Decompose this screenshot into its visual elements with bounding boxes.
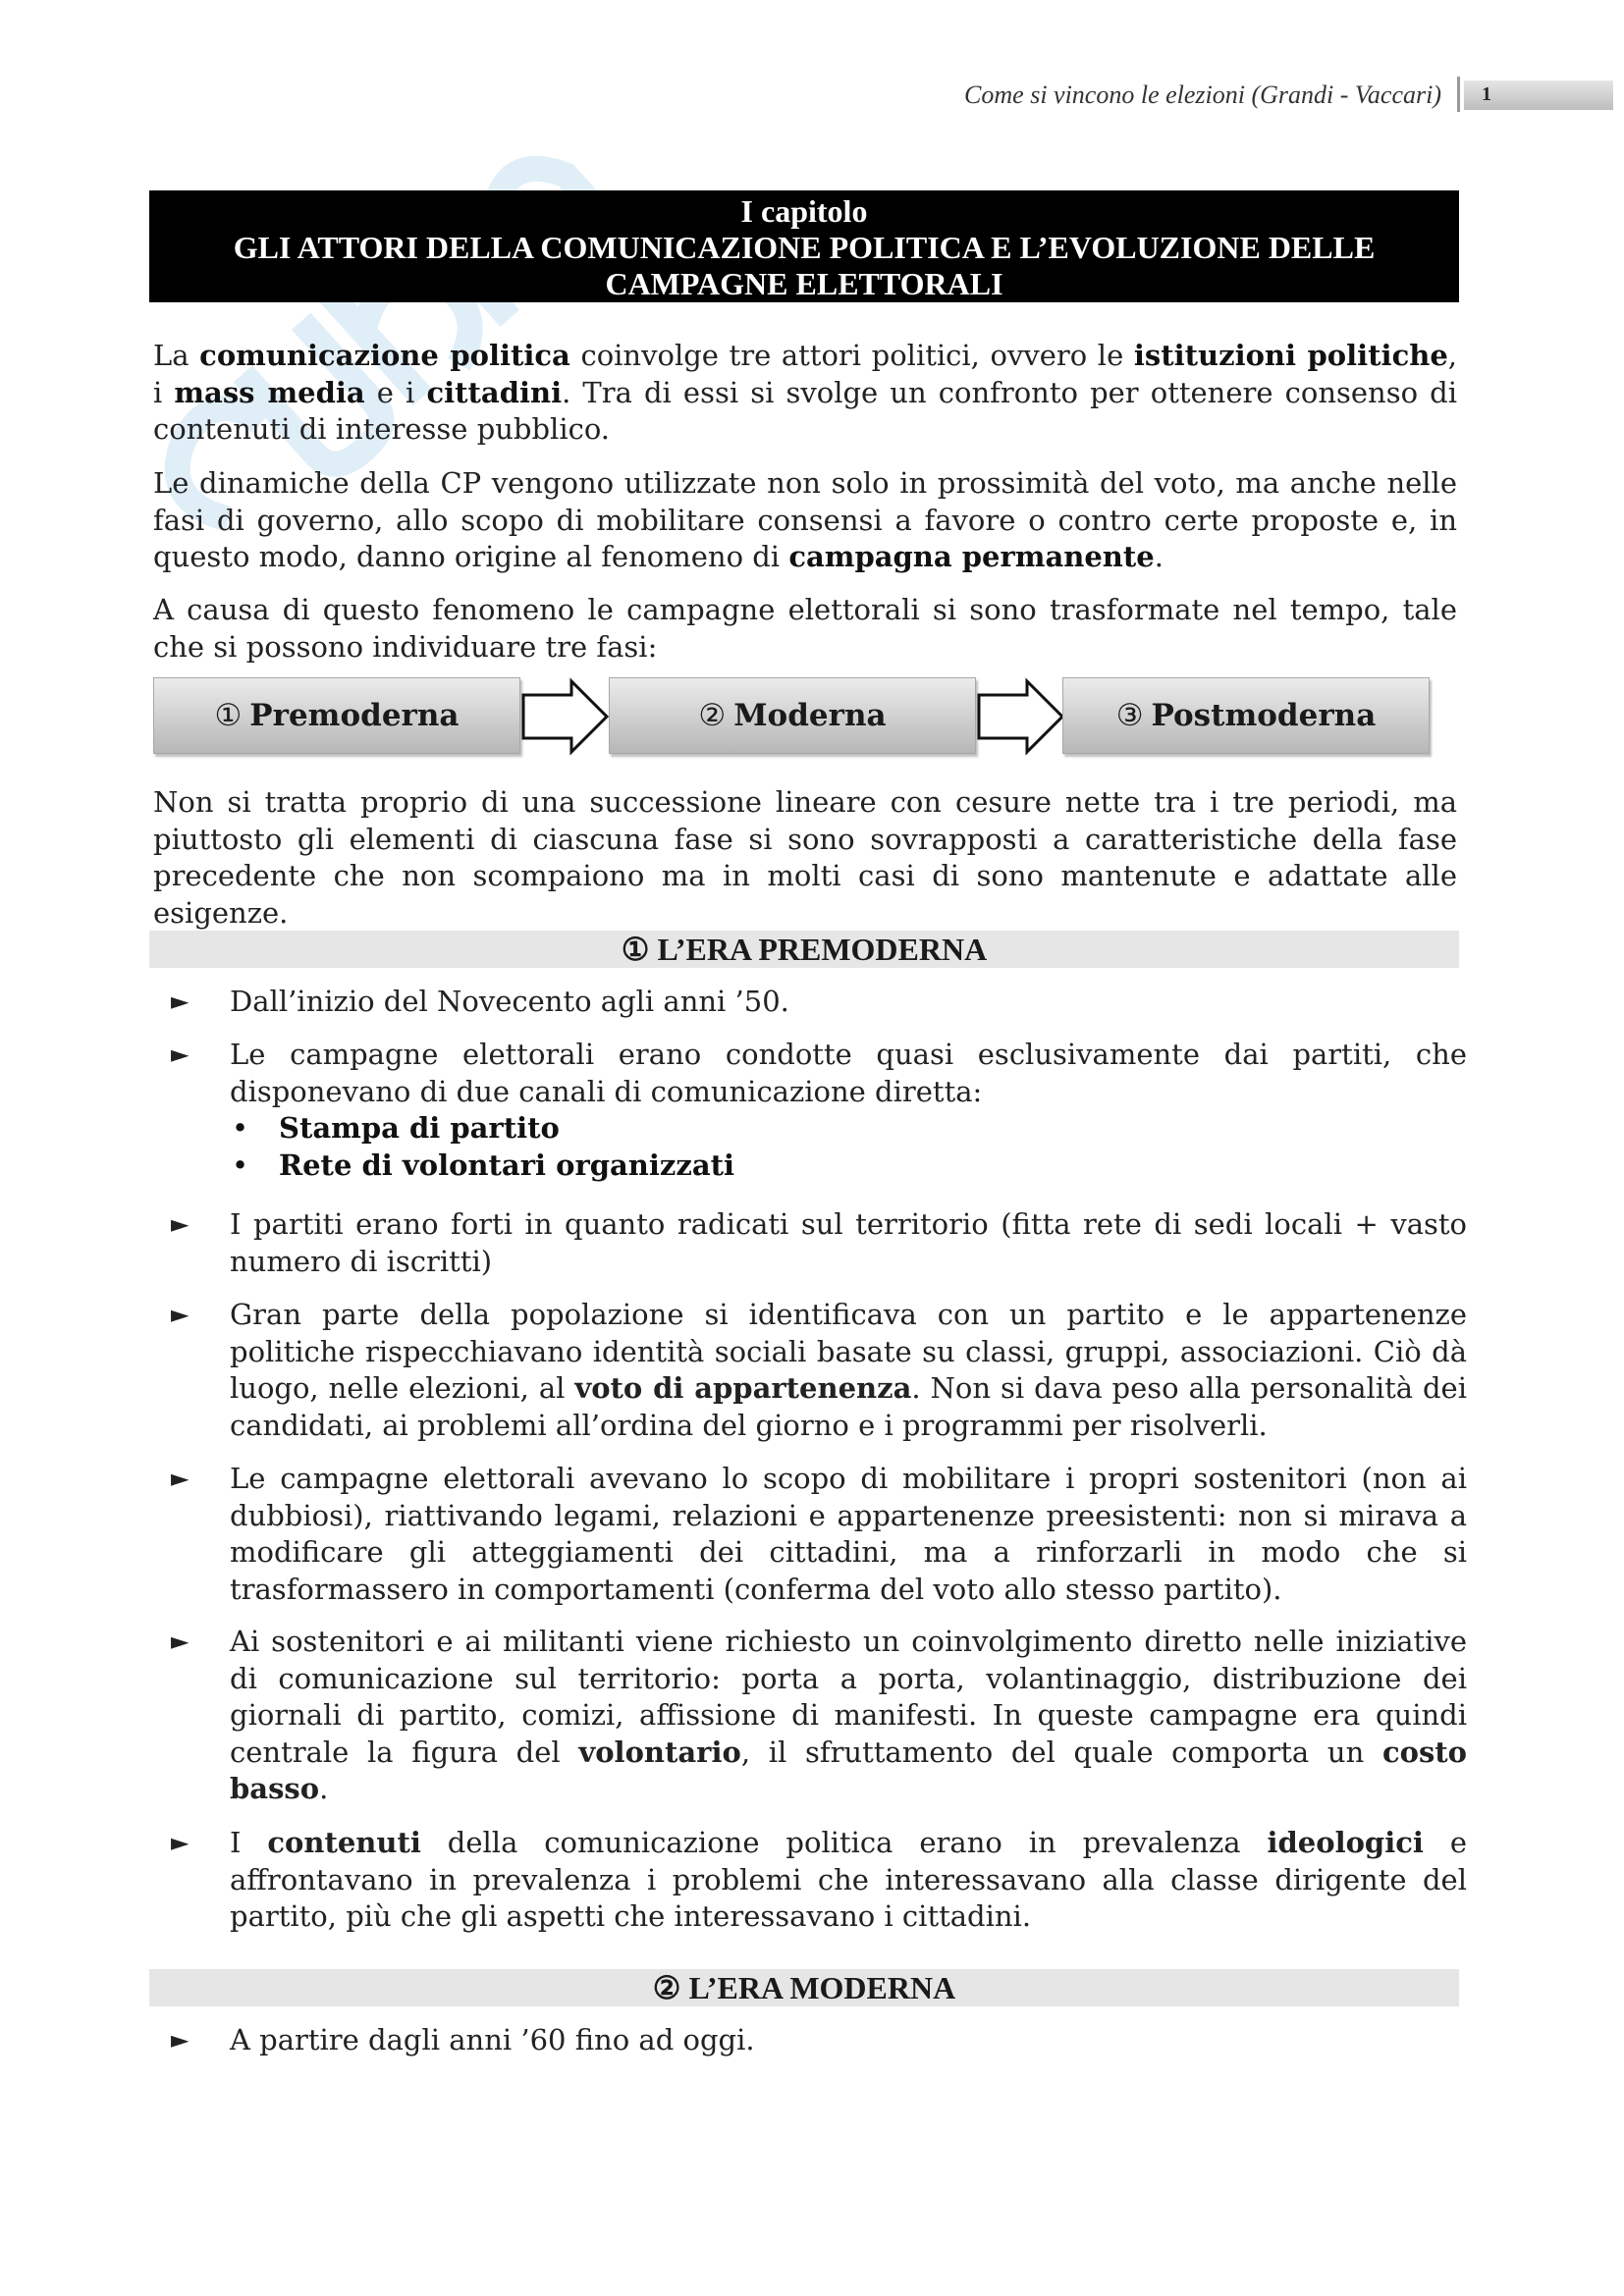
bullet-arrow-icon: ► xyxy=(171,1041,189,1068)
header-divider xyxy=(1457,77,1460,112)
bullet-arrow-icon: ► xyxy=(171,1210,189,1238)
list-item: ► I partiti erano forti in quanto radicati sul territorio (fitta rete di sedi locali + vasto numero di iscritti) xyxy=(171,1207,1467,1278)
intro-paragraph-1: La comunicazione politica coinvolge tre attori politici, ovvero le istituzioni politiche, i mass media e i cittadini. Tra di essi si svolge un confronto per ottenere consenso di contenuti di interesse pubblico. xyxy=(153,339,1458,446)
phase-moderna: ② Moderna xyxy=(609,677,976,754)
section-heading-premoderna: ① L’ERA PREMODERNA xyxy=(149,931,1459,968)
running-header xyxy=(0,77,1624,116)
sub-list-item: • Rete di volontari organizzati xyxy=(279,1148,1467,1185)
phase-postmoderna: ③ Postmoderna xyxy=(1062,677,1430,754)
bullet-arrow-icon: ► xyxy=(171,988,189,1015)
intro-paragraph-3: A causa di questo fenomeno le campagne elettorali si sono trasformate nel tempo, tale che si possono individuare tre fasi: xyxy=(153,593,1457,664)
list-item: ► Dall’inizio del Novecento agli anni ’50. xyxy=(171,984,1467,1021)
bullet-dot-icon: • xyxy=(232,1148,249,1182)
list-item: ► I contenuti della comunicazione politica erano in prevalenza ideologici e affrontavano in prevalenza i problemi che interessavano alla classe dirigente del partito, più che gli aspetti che interessavano i cittadini. xyxy=(171,1826,1467,1933)
list-item: ► Gran parte della popolazione si identificava con un partito e le appartenenze politiche rispecchiavano identità sociali basate su classi, gruppi, associazioni. Ciò dà luogo, nelle elezioni, al voto di appartenenza. Non si dava peso alla personalità dei candidati, ai problemi all’ordina del giorno e i programmi per risolverli. xyxy=(171,1298,1467,1442)
sub-list-item: • Stampa di partito xyxy=(279,1110,1467,1148)
phase-premoderna: ① Premoderna xyxy=(153,677,520,754)
list-item: ► A partire dagli anni ’60 fino ad oggi. xyxy=(171,2022,1467,2059)
bullet-dot-icon: • xyxy=(232,1111,249,1145)
bullet-arrow-icon: ► xyxy=(171,1465,189,1492)
bullet-arrow-icon: ► xyxy=(171,1628,189,1655)
intro-paragraph-2: Le dinamiche della CP vengono utilizzate non solo in prossimità del voto, ma anche nelle fasi di governo, allo scopo di mobilitare consensi a favore o contro certe proposte e, in questo modo, danno origine al fenomeno di campagna permanente. xyxy=(153,466,1457,573)
chapter-title-line2: CAMPAGNE ELETTORALI xyxy=(605,266,1003,301)
page-number-box xyxy=(1464,80,1613,110)
arrow-right-icon xyxy=(976,677,1066,756)
chapter-label: I capitolo xyxy=(740,193,868,229)
header-title: Come si vincono le elezioni (Grandi - Vaccari) xyxy=(964,80,1441,109)
section-heading-moderna: ② L’ERA MODERNA xyxy=(149,1969,1459,2006)
list-item: ► Le campagne elettorali erano condotte quasi esclusivamente dai partiti, che disponevano di due canali di comunicazione diretta: • Stampa di partito • Rete di volontari organizzati xyxy=(171,1037,1467,1184)
list-item: ► Le campagne elettorali avevano lo scopo di mobilitare i propri sostenitori (non ai dubbiosi), riattivando legami, relazioni e appartenenze preesistenti: non si mirava a modificare gli atteggiamenti dei cittadini, ma a rinforzarli in modo che si trasformassero in comportamenti (conferma del voto allo stesso partito). xyxy=(171,1462,1467,1606)
bullet-arrow-icon: ► xyxy=(171,1829,189,1856)
arrow-right-icon xyxy=(520,677,611,756)
phases-diagram xyxy=(0,677,1624,766)
chapter-title-line1: GLI ATTORI DELLA COMUNICAZIONE POLITICA E L’EVOLUZIONE DELLE xyxy=(233,230,1376,265)
page-number: 1 xyxy=(1482,83,1491,105)
phases-explanation: Non si tratta proprio di una successione lineare con cesure nette tra i tre periodi, ma piuttosto gli elementi di ciascuna fase si sono sovrapposti a caratteristiche della fase precedente che non scompaiono ma in molti casi di sono mantenute e adattate alle esigenze. xyxy=(153,785,1457,930)
list-item: ► Ai sostenitori e ai militanti viene richiesto un coinvolgimento diretto nelle iniziative di comunicazione sul territorio: porta a porta, volantinaggio, distribuzione dei giornali di partito, comizi, affissione di manifesti. In queste campagne era quindi centrale la figura del volontario, il sfruttamento del quale comporta un costo basso. xyxy=(171,1625,1468,1805)
chapter-heading xyxy=(149,190,1459,302)
bullet-arrow-icon: ► xyxy=(171,1301,189,1328)
bullet-arrow-icon: ► xyxy=(171,2026,189,2054)
